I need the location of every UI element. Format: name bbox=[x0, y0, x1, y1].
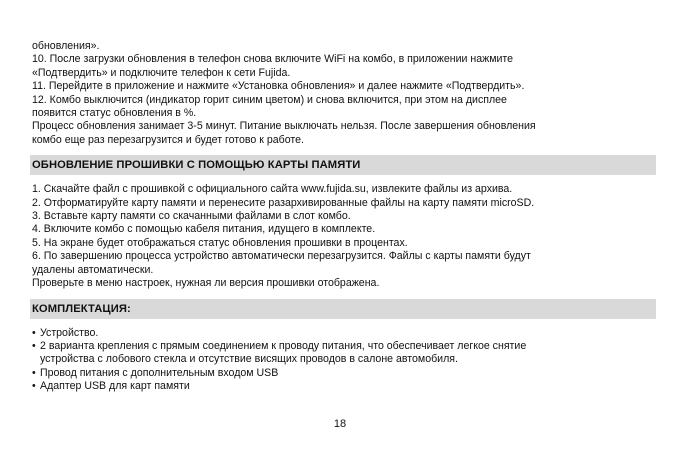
text-line: Проверьте в меню настроек, нужная ли версия прошивки отображена. bbox=[32, 277, 380, 290]
list-item bbox=[32, 340, 654, 367]
package-contents-section bbox=[32, 299, 654, 394]
text-line: появится статус обновления в %. bbox=[32, 107, 197, 120]
list-item-text: устройства с лобового стекла и отсутствие висящих проводов в салоне автомобиля. bbox=[40, 353, 458, 366]
list-item bbox=[32, 380, 654, 393]
manual-page bbox=[32, 40, 654, 394]
text-line: обновления». bbox=[32, 40, 100, 52]
text-line: 5. На экране будет отображаться статус обновления прошивки в процентах. bbox=[32, 236, 408, 249]
text-line: Процесс обновления занимает 3-5 минут. Питание выключать нельзя. После завершения обновления bbox=[32, 120, 536, 133]
page-number: 18 bbox=[333, 418, 347, 430]
section-header-package-contents: КОМПЛЕКТАЦИЯ: bbox=[30, 299, 656, 319]
list-item-text: Устройство. bbox=[40, 326, 99, 339]
list-item bbox=[32, 367, 654, 380]
package-contents-list bbox=[32, 327, 654, 394]
memory-card-update-section bbox=[32, 155, 654, 290]
list-item-text: 2 варианта крепления с прямым соединением к проводу питания, что обеспечивает легкое снятие bbox=[40, 339, 527, 352]
update-instructions-continuation bbox=[32, 40, 654, 147]
text-line: 2. Отформатируйте карту памяти и перенесите разархивированные файлы на карту памяти microSD. bbox=[32, 196, 535, 209]
text-line: 3. Вставьте карту памяти со скачанными файлами в слот комбо. bbox=[32, 210, 351, 223]
text-line: «Подтвердить» и подключите телефон к сети Fujida. bbox=[32, 66, 291, 79]
list-item bbox=[32, 327, 654, 340]
section-header-memory-card-update: ОБНОВЛЕНИЕ ПРОШИВКИ С ПОМОЩЬЮ КАРТЫ ПАМЯТИ bbox=[30, 155, 656, 175]
text-line: 10. После загрузки обновления в телефон снова включите WiFi на комбо, в приложении нажмите bbox=[32, 53, 514, 66]
bullet-icon: • bbox=[32, 339, 36, 352]
bullet-icon: • bbox=[32, 380, 36, 393]
bullet-icon: • bbox=[32, 366, 36, 379]
text-line: удалены автоматически. bbox=[32, 263, 154, 276]
text-line: 6. По завершению процесса устройство автоматически перезагрузится. Файлы с карты памяти будут bbox=[32, 250, 531, 263]
text-line: 12. Комбо выключится (индикатор горит синим цветом) и снова включится, при этом на дисплее bbox=[32, 93, 507, 106]
list-item-text: Адаптер USB для карт памяти bbox=[40, 380, 190, 393]
text-line: 11. Перейдите в приложение и нажмите «Установка обновления» и далее нажмите «Подтвердить». bbox=[32, 80, 525, 93]
bullet-icon: • bbox=[32, 326, 36, 339]
text-line: 1. Скачайте файл с прошивкой с официального сайта www.fujida.su, извлеките файлы из архива. bbox=[32, 183, 513, 196]
text-line: 4. Включите комбо с помощью кабеля питания, идущего в комплекте. bbox=[32, 223, 376, 236]
text-line: комбо еще раз перезагрузится и будет готово к работе. bbox=[32, 133, 304, 146]
list-item-text: Провод питания с дополнительным входом USB bbox=[40, 366, 279, 379]
